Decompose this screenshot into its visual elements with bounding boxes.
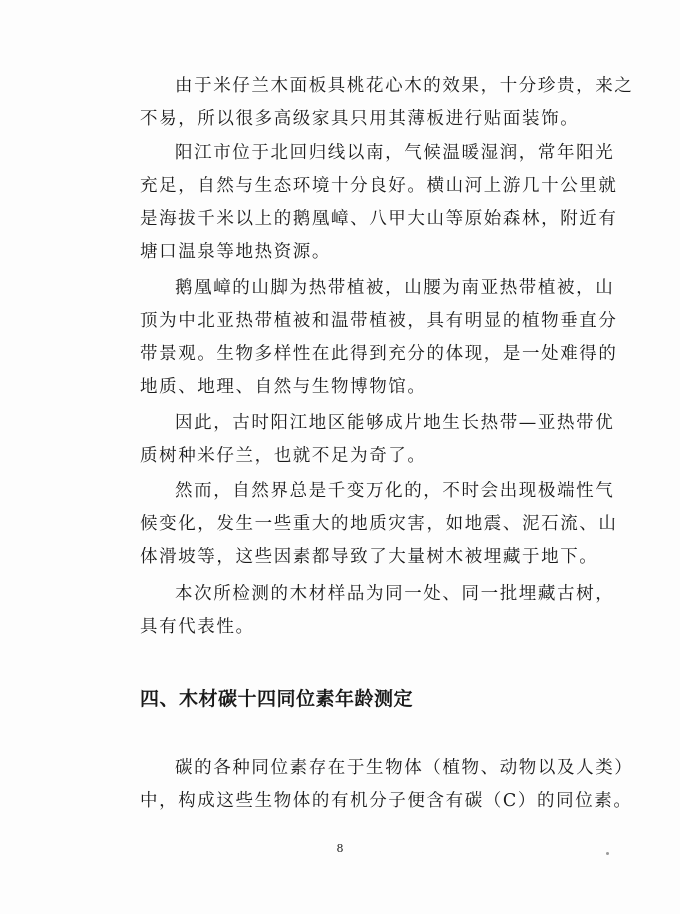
text-line: 具有代表性。 — [140, 617, 255, 637]
paragraph-natural-disasters — [140, 475, 618, 574]
text-line: 地质、地理、自然与生物博物馆。 — [140, 377, 427, 397]
text-line: 充足，自然与生态环境十分良好。横山河上游几十公里就 — [140, 176, 618, 196]
text-line: 然而，自然界总是千变万化的，不时会出现极端性气 — [175, 481, 615, 501]
paragraph-yangjiang-climate — [140, 137, 618, 269]
text-line: 阳江市位于北回归线以南，气候温暖湿润，常年阳光 — [175, 143, 615, 163]
text-line: 不易，所以很多高级家具只用其薄板进行贴面装饰。 — [140, 109, 580, 129]
text-line: 鹅凰嶂的山脚为热带植被，山腰为南亚热带植被，山 — [175, 278, 615, 298]
text-line: 本次所检测的木材样品为同一处、同一批埋藏古树， — [175, 584, 615, 604]
text-line: 顶为中北亚热带植被和温带植被，具有明显的植物垂直分 — [140, 311, 618, 331]
paragraph-conclusion — [140, 407, 615, 473]
text-line: 碳的各种同位素存在于生物体（植物、动物以及人类） — [175, 758, 634, 778]
text-line: 中，构成这些生物体的有机分子便含有碳（C）的同位素。 — [140, 791, 633, 811]
page-number: 8 — [336, 842, 344, 855]
scan-speck — [606, 852, 609, 855]
text-line: 塘口温泉等地热资源。 — [140, 242, 331, 262]
text-line: 候变化，发生一些重大的地质灾害，如地震、泥石流、山 — [140, 514, 618, 534]
paragraph-vegetation-zones — [140, 272, 618, 404]
text-line: 由于米仔兰木面板具桃花心木的效果，十分珍贵，来之 — [175, 76, 634, 96]
paragraph-samples — [140, 578, 615, 644]
paragraph-carbon-isotopes — [140, 752, 634, 818]
text-line: 质树种米仔兰，也就不足为奇了。 — [140, 446, 427, 466]
text-line: 带景观。生物多样性在此得到充分的体现，是一处难得的 — [140, 344, 618, 364]
section-heading: 四、木材碳十四同位素年龄测定 — [140, 688, 414, 710]
text-line: 体滑坡等，这些因素都导致了大量树木被埋藏于地下。 — [140, 547, 599, 567]
text-line: 因此，古时阳江地区能够成片地生长热带—亚热带优 — [175, 413, 615, 433]
text-line: 是海拔千米以上的鹅凰嶂、八甲大山等原始森林，附近有 — [140, 209, 618, 229]
paragraph-mizilan-veneer — [140, 70, 634, 136]
